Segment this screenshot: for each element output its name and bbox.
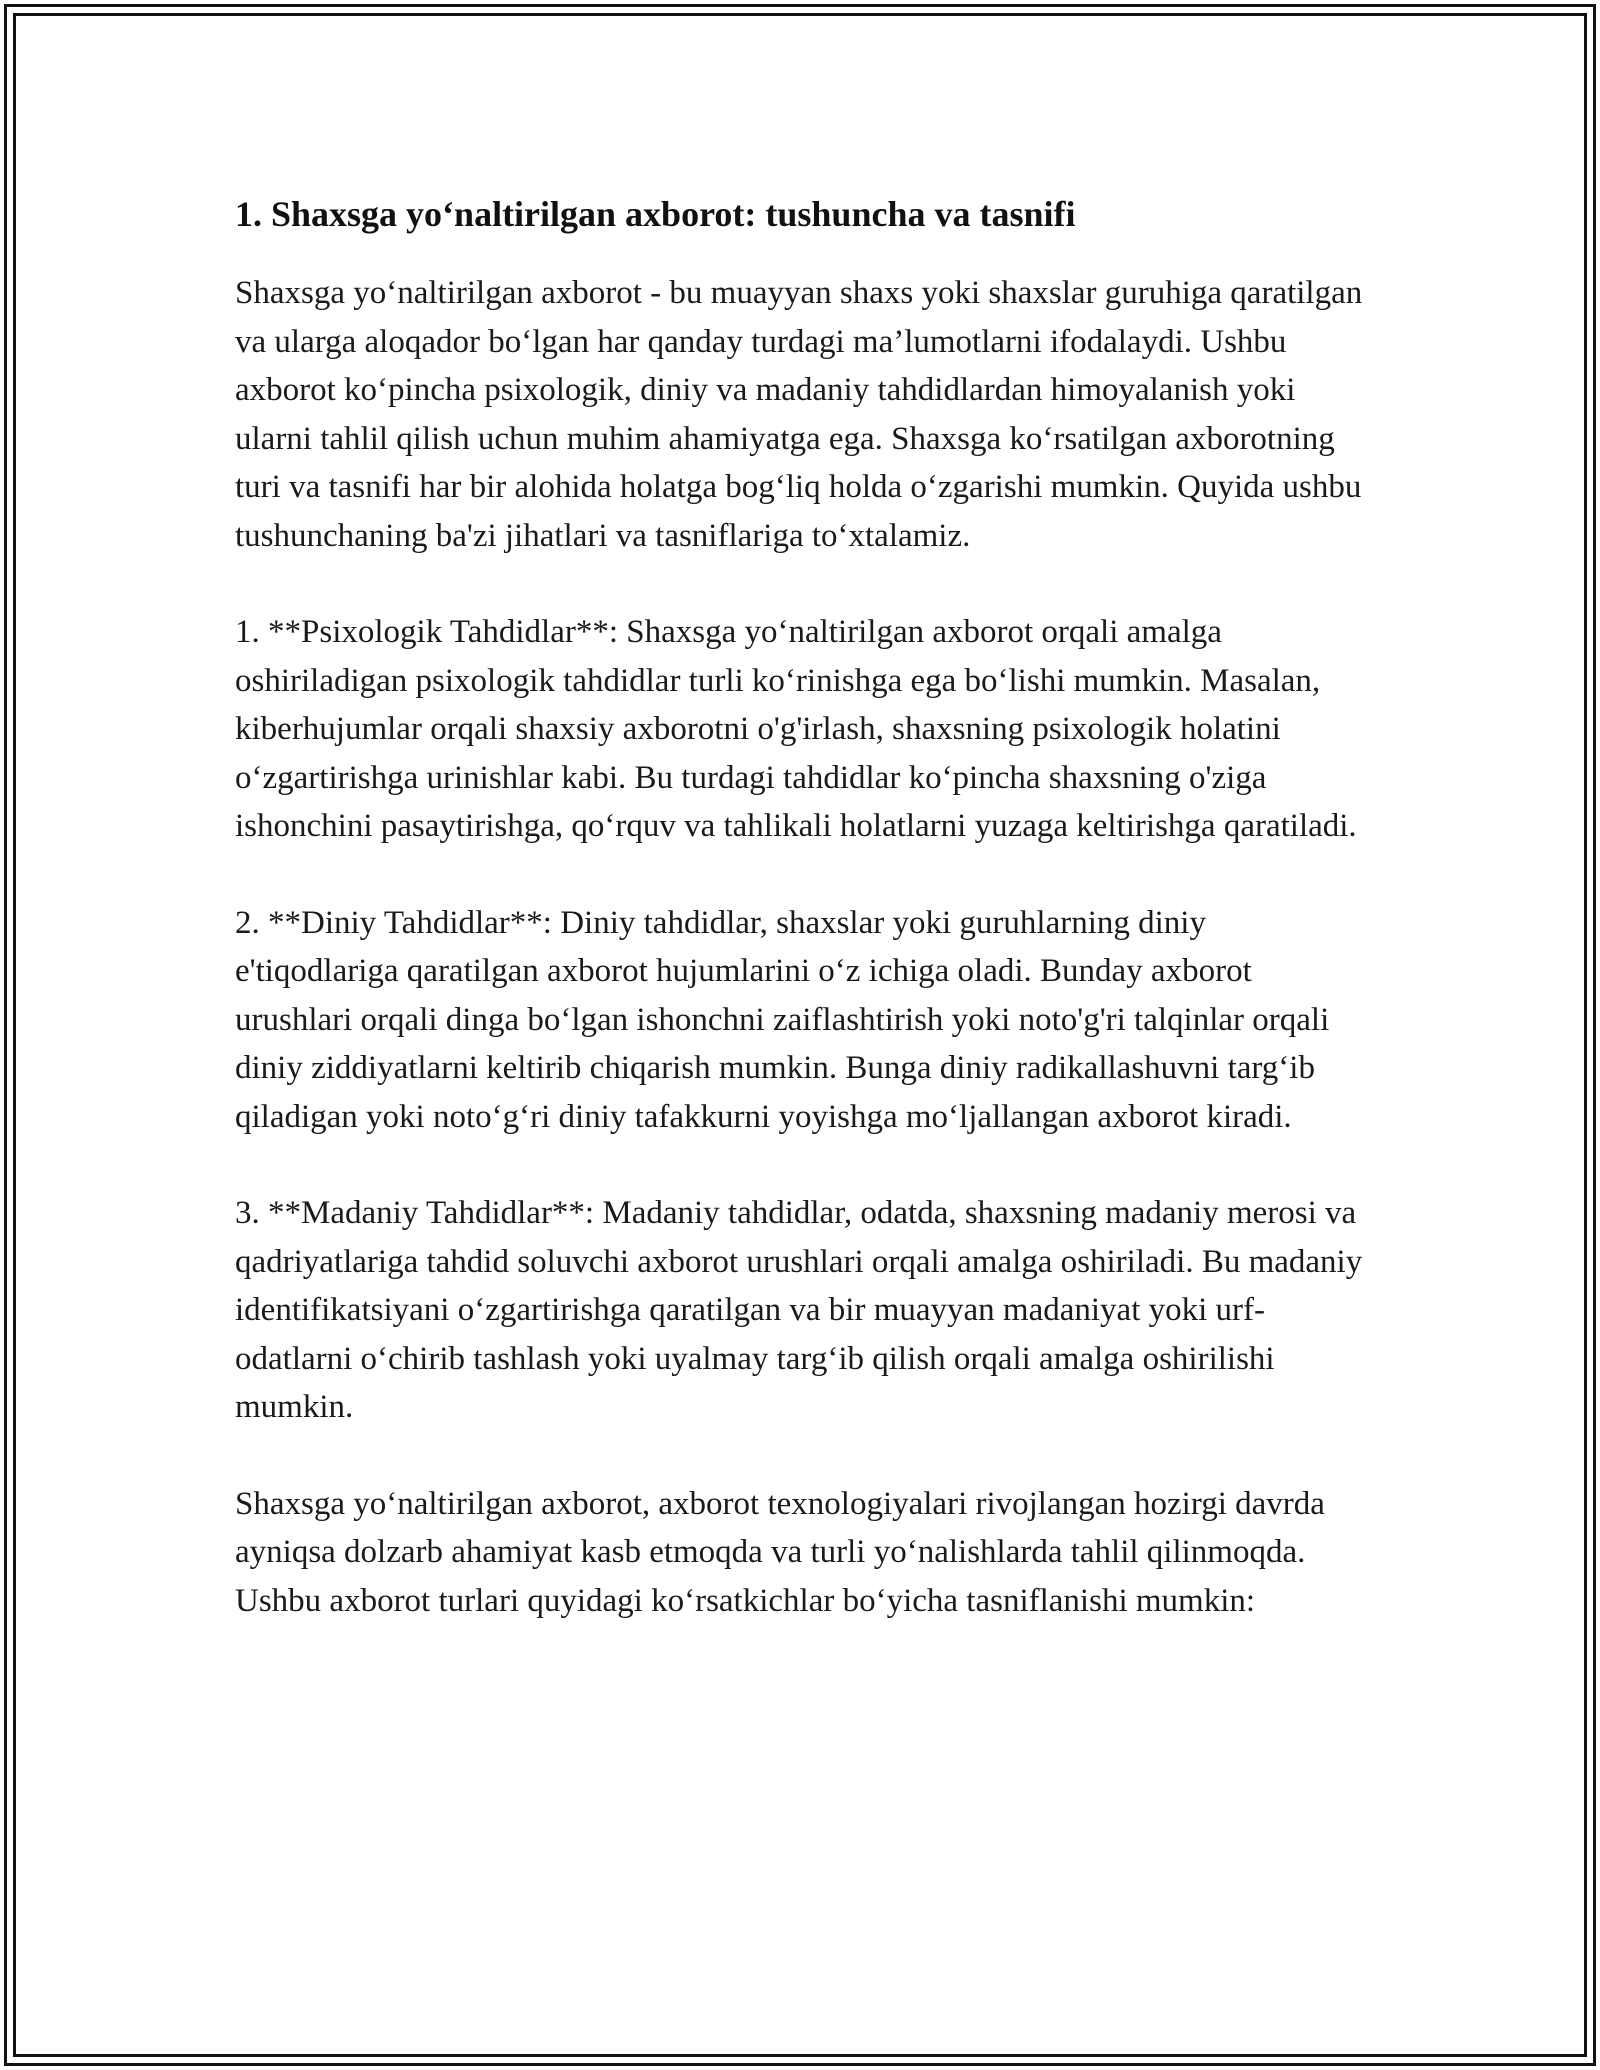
religious-threats-paragraph: 2. **Diniy Tahdidlar**: Diniy tahdidlar, shaxslar yoki guruhlarning diniy e'tiqodlariga qaratilgan axborot hujumlarini o‘z ichiga oladi. Bunday axborot urushlari orqali dinga bo‘lgan ishonchni zaiflashtirish yoki noto'g'ri talqinlar orqali diniy ziddiyatlarni keltirib chiqarish mumkin. Bunga diniy radikallashuvni targ‘ib qiladigan yoki noto‘g‘ri diniy tafakkurni yoyishga mo‘ljallangan axborot kiradi.: [235, 904, 1330, 1135]
intro-paragraph: Shaxsga yo‘naltirilgan axborot - bu muayyan shaxs yoki shaxslar guruhiga qaratilgan va ularga aloqador bo‘lgan har qanday turdagi ma’lumotlarni ifodalaydi. Ushbu axborot ko‘pincha psixologik, diniy va madaniy tahdidlardan himoyalanish yoki ularni tahlil qilish uchun muhim ahamiyatga ega. Shaxsga ko‘rsatilgan axborotning turi va tasnifi har bir alohida holatga bog‘liq holda o‘zgarishi mumkin. Quyida ushbu tushunchaning ba'zi jihatlari va tasniflariga to‘xtalamiz.: [235, 275, 1363, 554]
conclusion-paragraph: Shaxsga yo‘naltirilgan axborot, axborot texnologiyalari rivojlangan hozirgi davrda ayniqsa dolzarb ahamiyat kasb etmoqda va turli yo‘nalishlarda tahlil qilinmoqda. Ushbu axborot turlari quyidagi ko‘rsatkichlar bo‘yicha tasniflanishi mumkin:: [235, 1485, 1325, 1619]
section-heading: 1. Shaxsga yo‘naltirilgan axborot: tushuncha va tasnifi: [235, 194, 1076, 234]
cultural-threats-paragraph: 3. **Madaniy Tahdidlar**: Madaniy tahdidlar, odatda, shaxsning madaniy merosi va qadriyatlariga tahdid soluvchi axborot urushlari orqali amalga oshiriladi. Bu madaniy identifikatsiyani o‘zgartirishga qaratilgan va bir muayyan madaniyat yoki urf-odatlarni o‘chirib tashlash yoki uyalmay targ‘ib qilish orqali amalga oshirilishi mumkin.: [235, 1195, 1363, 1425]
psychological-threats-paragraph: 1. **Psixologik Tahdidlar**: Shaxsga yo‘naltirilgan axborot orqali amalga oshiriladigan psixologik tahdidlar turli ko‘rinishga ega bo‘lishi mumkin. Masalan, kiberhujumlar orqali shaxsiy axborotni o'g'irlash, shaxsning psixologik holatini o‘zgartirishga urinishlar kabi. Bu turdagi tahdidlar ko‘pincha shaxsning o'ziga ishonchini pasaytirishga, qo‘rquv va tahlikali holatlarni yuzaga keltirishga qaratiladi.: [235, 614, 1357, 844]
document-body: [235, 185, 1375, 1673]
